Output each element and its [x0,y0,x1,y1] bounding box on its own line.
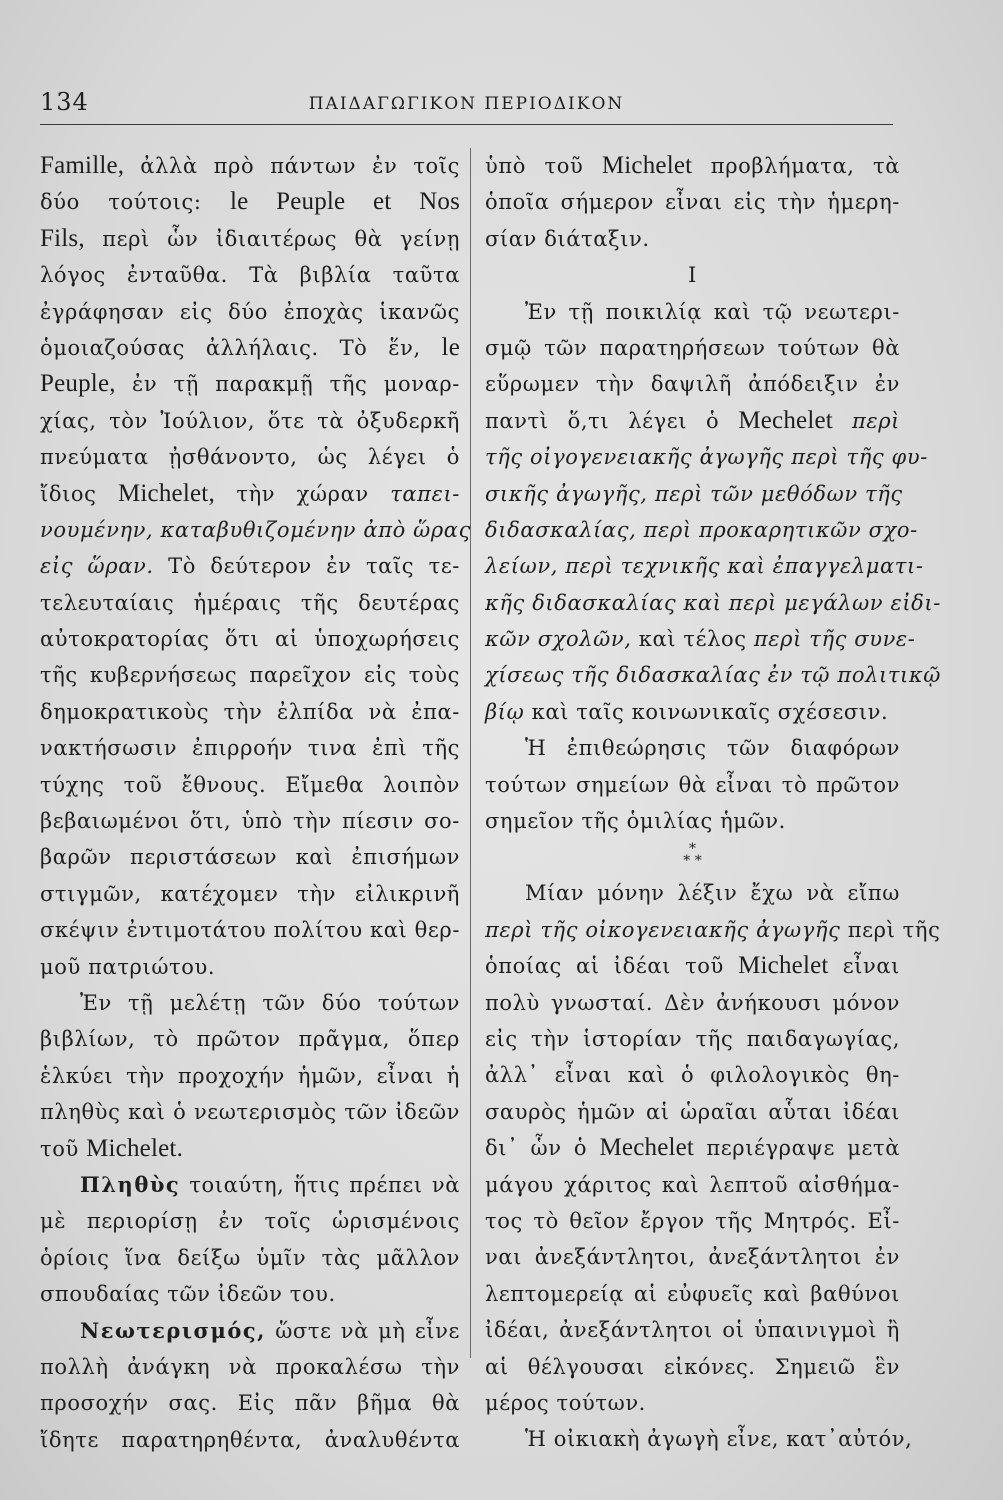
text-line: Ἐν τῇ ποικιλίᾳ καὶ τῷ νεωτερι- [525,299,900,324]
text-line: αἱ θέλγουσαι εἰκόνες. Σημειῶ ἓν [485,1354,900,1379]
text-line: Ἡ οἰκιακὴ ἀγωγὴ εἶνε, κατ᾽αὐτόν, [525,1427,913,1452]
page-header [40,88,893,120]
running-title: ΠΑΙΔΑΓΩΓΙΚΟΝ ΠΕΡΙΟΔΙΚΟΝ [308,94,625,114]
text-line: τος τὸ θεῖον ἔργον τῆς Μητρός. Εἶ- [485,1208,900,1233]
text-line: μάγου χάριτος καὶ λεπτοῦ αἰσθήμα- [485,1172,900,1197]
text-line: περὶ τῆς οἰκογενειακῆς ἀγωγῆς περὶ τῆς [485,917,941,942]
text-line: λείων, περὶ τεχνικῆς καὶ ἐπαγγελματι- [485,554,924,579]
text-line: σμῷ τῶν παρατηρήσεων τούτων θὰ [485,335,900,360]
text-line: κῆς διδασκαλίας καὶ περὶ μεγάλων εἰδι- [485,590,941,615]
text-line: εἰς ὥραν. Τὸ δεύτερον ἐν ταῖς τε- [40,554,461,579]
text-line: δι᾽ ὧν ὁ Mechelet περιέγραψε μετὰ [485,1134,901,1162]
text-line: τύχης τοῦ ἔθνους. Εἴμεθα λοιπὸν [40,772,460,797]
text-line: τῆς κυβερνήσεως παρεῖχον εἰς τοὺς [40,663,460,688]
text-line: τῆς οἰγογενειακῆς ἀγωγῆς περὶ τῆς φυ- [485,445,928,470]
text-line: Peuple, ἐν τῇ παρακμῇ τῆς μοναρ- [40,370,460,398]
text-line: ὁμοιαζούσας ἀλλήλαις. Τὸ ἕν, le [40,333,460,361]
text-line: δημοκρατικοὺς τὴν ἐλπίδα νὰ ἐπα- [40,699,460,724]
text-line: μὲ περιορίσῃ ἐν τοῖς ὡρισμένοις [40,1209,460,1234]
text-line: σικῆς ἀγωγῆς, περὶ τῶν μεθόδων τῆς [485,481,903,506]
text-line: Ἡ ἐπιθεώρησις τῶν διαφόρων [525,736,900,761]
text-line: ἴδιος Michelet, τὴν χώραν ταπει- [40,479,460,507]
text-line: ἀλλ᾽ εἶναι καὶ ὁ φιλολογικὸς θη- [485,1063,900,1088]
text-line: ἐγράφησαν εἰς δύο ἐποχὰς ἱκανῶς [40,299,460,324]
text-line: σίαν διάταξιν. [485,226,650,251]
text-line: τούτων σημείων θὰ εἶναι τὸ πρῶτον [485,772,900,797]
text-line: Πληθὺς τοιαύτη, ἥτις πρέπει νὰ [80,1171,460,1197]
text-line: βεβαιωμένοι ὅτι, ὑπὸ τὴν πίεσιν σο- [40,809,460,834]
column-divider [470,148,471,1358]
text-line: πολὺ γνωσταί. Δὲν ἀνήκουσι μόνον [485,990,900,1015]
text-line: ἴδητε παρατηρηθέντα, ἀναλυθέντα [40,1427,460,1452]
text-line: κῶν σχολῶν, καὶ τέλος περὶ τῆς συνε- [485,627,916,652]
text-line: ὁποίας αἱ ἰδέαι τοῦ Michelet εἶναι [485,952,900,980]
text-line: ὑπὸ τοῦ Michelet προβλήματα, τὰ [485,152,901,179]
text-line: χίας, τὸν Ἰούλιον, ὅτε τὰ ὀξυδερκῆ [40,408,460,433]
header-rule [40,124,893,125]
section-heading: I [688,263,697,288]
text-line: αὐτοκρατορίας ὅτι αἱ ὑποχωρήσεις [40,627,460,652]
text-line: τελευταίαις ἡμέραις τῆς δευτέρας [40,590,460,615]
text-line: πνεύματα ᾐσθάνοντο, ὡς λέγει ὁ [40,445,460,470]
text-line: ἑλκύει τὴν προχοχήν ἡμῶν, εἶναι ἡ [40,1063,460,1088]
text-line: Fils, περὶ ὧν ἰδιαιτέρως θὰ γείνῃ [40,224,460,252]
text-line: μοῦ πατριώτου. [40,954,216,979]
text-line: ἰδέαι, ἀνεξάντλητοι οἱ ὑπαινιγμοὶ ἢ [485,1318,900,1343]
text-line: νακτήσωσιν ἐπιρροήν τινα ἐπὶ τῆς [40,736,460,761]
text-line: τοῦ Michelet. [40,1134,184,1162]
text-line: Μίαν μόνην λέξιν ἔχω νὰ εἴπω [525,881,900,906]
text-line: βαρῶν περιστάσεων καὶ ἐπισήμων [40,845,460,870]
text-line: προσοχήν σας. Εἰς πᾶν βῆμα θὰ [40,1391,460,1416]
text-line: χίσεως τῆς διδασκαλίας ἐν τῷ πολιτικῷ [485,663,941,688]
text-line: δύο τούτοις: le Peuple et Nos [40,188,461,216]
page-number: 134 [40,88,89,116]
text-line: ὁποῖα σήμερον εἶναι εἰς τὴν ἡμερη- [485,190,900,215]
section-separator-asterisks: * * * [683,841,702,870]
text-line: ναι ἀνεξάντλητοι, ἀνεξάντλητοι ἐν [485,1245,900,1270]
text-line: σαυρὸς ἡμῶν αἱ ὡραῖαι αὗται ἰδέαι [485,1099,900,1124]
text-line: μέρος τούτων. [485,1390,646,1415]
text-line: βίῳ καὶ ταῖς κοινωνικαῖς σχέσεσιν. [485,699,889,724]
text-line: πληθὺς καὶ ὁ νεωτερισμὸς τῶν ἰδεῶν [40,1100,460,1125]
text-line: βιβλίων, τὸ πρῶτον πρᾶγμα, ὅπερ [40,1027,460,1052]
left-column [40,148,471,1458]
text-line: Ἐν τῇ μελέτῃ τῶν δύο τούτων [80,990,460,1015]
text-line: στιγμῶν, κατέχομεν τὴν εἰλικρινῆ [40,881,460,906]
text-line: εἰς τὴν ἱστορίαν τῆς παιδαγωγίας, [485,1026,900,1051]
text-line: ὁρίοις ἵνα δείξω ὑμῖν τὰς μᾶλλον [40,1245,460,1270]
text-line: παντὶ ὅ,τι λέγει ὁ Mechelet περὶ [485,406,901,434]
text-line: πολλὴ ἀνάγκη νὰ προκαλέσω τὴν [40,1354,460,1379]
text-line: Famille, ἀλλὰ πρὸ πάντων ἐν τοῖς [40,152,460,179]
text-line: νουμένην, καταβυθιζομένην ἀπὸ ὥρας [40,517,471,542]
text-line: διδασκαλίας, περὶ προκαρητικῶν σχο- [485,517,918,542]
text-line: σκέψιν ἐντιμοτάτου πολίτου καὶ θερ- [40,918,461,943]
text-line: λεπτομερείᾳ αἱ εὐφυεῖς καὶ βαθύνοι [485,1281,900,1306]
text-line: εὕρωμεν τὴν δαψιλῆ ἀπόδειξιν ἐν [485,372,900,397]
text-line: σημεῖον τῆς ὁμιλίας ἡμῶν. [485,809,786,834]
right-column [485,148,941,1458]
text-line: λόγος ἐνταῦθα. Τὰ βιβλία ταῦτα [40,263,460,288]
text-line: σπουδαίας τῶν ἰδεῶν του. [40,1282,336,1307]
text-line: Νεωτερισμός, ὥστε νὰ μὴ εἶνε [80,1317,460,1343]
